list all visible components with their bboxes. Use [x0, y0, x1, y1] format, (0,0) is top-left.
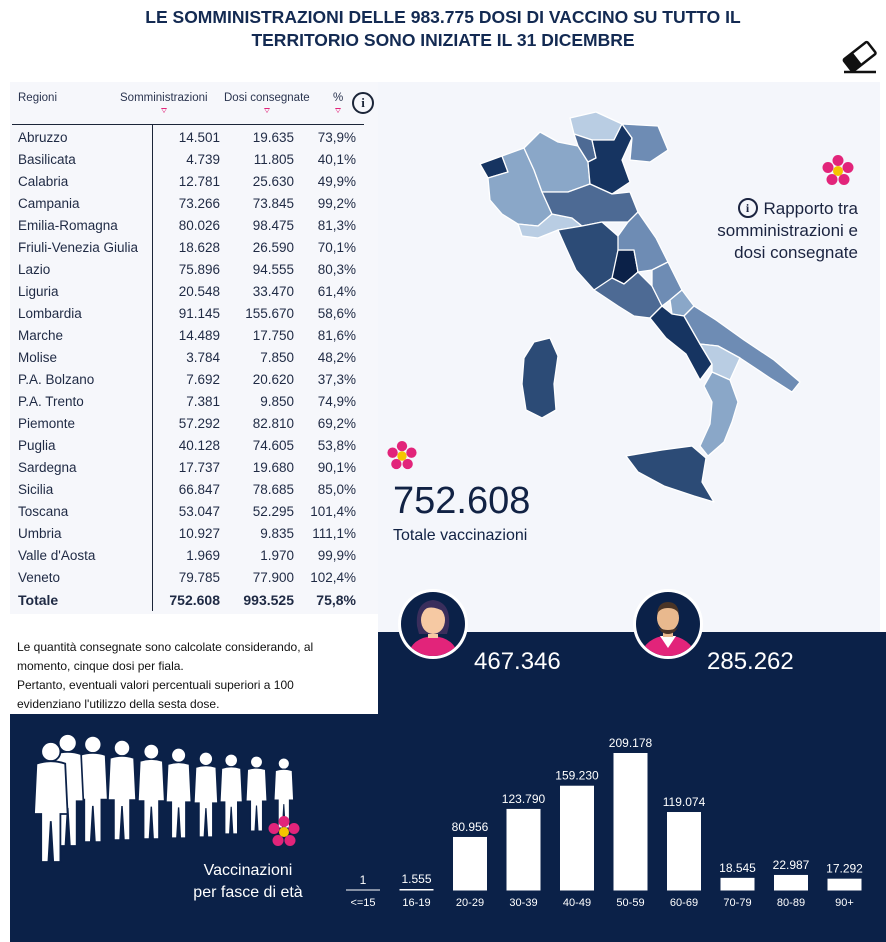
- cell-delivered: 7.850: [260, 350, 294, 365]
- bar-70-79[interactable]: [721, 878, 755, 890]
- map-caption: [690, 198, 858, 264]
- cell-percent: 75,8%: [316, 592, 356, 608]
- bar-value-label: 17.292: [826, 861, 863, 876]
- eraser-icon[interactable]: [842, 40, 878, 74]
- table-row: [12, 501, 362, 523]
- table-row: [12, 457, 362, 479]
- cell-region: Veneto: [18, 570, 61, 585]
- cell-region: Valle d'Aosta: [18, 548, 96, 563]
- footnote-line: Pertanto, eventuali valori percentuali superiori a 100: [17, 678, 294, 692]
- bar-80-89[interactable]: [774, 875, 808, 890]
- table-row: [12, 149, 362, 171]
- cell-percent: 53,8%: [317, 438, 356, 453]
- x-tick-label: 50-59: [616, 897, 645, 909]
- cell-administered: 79.785: [178, 570, 220, 585]
- cell-delivered: 9.850: [260, 394, 294, 409]
- cell-administered: 10.927: [178, 526, 220, 541]
- map-region-calabria[interactable]: [700, 372, 738, 456]
- x-tick-label: 80-89: [776, 897, 806, 909]
- table-row: [12, 325, 362, 347]
- map-caption-line: dosi consegnate: [734, 243, 858, 262]
- cell-percent: 99,9%: [317, 548, 356, 563]
- flower-icon: [386, 440, 418, 472]
- map-caption-line: somministrazioni e: [717, 221, 858, 240]
- cell-administered: 40.128: [178, 438, 220, 453]
- bar-value-label: 123.790: [501, 791, 546, 806]
- woman-avatar-icon: [397, 588, 469, 660]
- total-vaccinations-label: Totale vaccinazioni: [393, 527, 528, 544]
- cell-region: Piemonte: [18, 416, 76, 431]
- page-title: [0, 6, 886, 52]
- cell-percent: 90,1%: [317, 460, 356, 475]
- cell-region: Marche: [18, 328, 64, 343]
- cell-region: Calabria: [18, 174, 69, 189]
- cell-delivered: 1.970: [260, 548, 294, 563]
- header-delivered[interactable]: Dosi consegnate: [224, 92, 310, 104]
- cell-region: P.A. Trento: [18, 394, 84, 409]
- cell-administered: 53.047: [178, 504, 220, 519]
- bar-value-label: 1: [359, 872, 367, 887]
- sort-triangle-icon[interactable]: [161, 108, 167, 113]
- header-administered[interactable]: Somministrazioni: [120, 92, 208, 104]
- cell-delivered: 20.620: [252, 372, 294, 387]
- title-line-2: TERRITORIO SONO INIZIATE IL 31 DICEMBRE: [251, 30, 635, 50]
- cell-administered: 20.548: [178, 284, 220, 299]
- cell-delivered: 74.605: [252, 438, 294, 453]
- age-bar-chart: [334, 730, 874, 920]
- title-line-1: LE SOMMINISTRAZIONI DELLE 983.775 DOSI DI VACCINO SU TUTTO IL: [145, 7, 741, 27]
- cell-percent: 80,3%: [317, 262, 356, 277]
- map-region-sicilia[interactable]: [626, 446, 714, 502]
- cell-delivered: 98.475: [252, 218, 294, 233]
- cell-region: Basilicata: [18, 152, 76, 167]
- table-row: [12, 215, 362, 237]
- cell-administered: 7.692: [186, 372, 220, 387]
- bar-40-49[interactable]: [560, 786, 594, 890]
- cell-administered: 1.969: [186, 548, 220, 563]
- cell-percent: 58,6%: [317, 306, 356, 321]
- x-tick-label: 90+: [835, 897, 854, 909]
- man-avatar-icon: [632, 588, 704, 660]
- table-total-row: [12, 589, 362, 611]
- cell-delivered: 155.670: [245, 306, 294, 321]
- table-row: [12, 259, 362, 281]
- cell-percent: 70,1%: [317, 240, 356, 255]
- cell-delivered: 26.590: [252, 240, 294, 255]
- bar-20-29[interactable]: [453, 837, 487, 890]
- bar-value-label: 119.074: [662, 795, 706, 810]
- table-row: [12, 303, 362, 325]
- cell-region: Liguria: [18, 284, 59, 299]
- map-region-sardegna[interactable]: [522, 338, 558, 418]
- cell-administered: 73.266: [178, 196, 220, 211]
- cell-percent: 61,4%: [317, 284, 356, 299]
- cell-administered: 75.896: [178, 262, 220, 277]
- footnote-line: momento, cinque dosi per fiala.: [17, 659, 184, 673]
- bar-50-59[interactable]: [614, 753, 648, 890]
- info-icon[interactable]: i: [738, 198, 758, 218]
- cell-administered: 14.501: [178, 130, 220, 145]
- header-regions[interactable]: Regioni: [18, 92, 57, 104]
- x-tick-label: 70-79: [723, 897, 752, 909]
- cell-administered: 57.292: [178, 416, 220, 431]
- divider: [12, 124, 364, 125]
- table-body: [12, 127, 362, 611]
- bar-value-label: 209.178: [608, 736, 653, 750]
- cell-administered: 3.784: [186, 350, 220, 365]
- table-row: [12, 193, 362, 215]
- cell-region: Umbria: [18, 526, 62, 541]
- cell-percent: 74,9%: [317, 394, 356, 409]
- cell-delivered: 9.835: [260, 526, 294, 541]
- bar-60-69[interactable]: [667, 812, 701, 890]
- cell-region: Campania: [18, 196, 80, 211]
- cell-delivered: 82.810: [252, 416, 294, 431]
- cell-percent: 49,9%: [317, 174, 356, 189]
- cell-administered: 7.381: [186, 394, 220, 409]
- male-vaccinations-value: 285.262: [707, 648, 794, 675]
- cell-delivered: 993.525: [243, 592, 294, 608]
- cell-delivered: 17.750: [252, 328, 294, 343]
- flower-icon: [267, 815, 301, 849]
- cell-region: Sardegna: [18, 460, 77, 475]
- x-tick-label: <=15: [350, 897, 376, 909]
- x-tick-label: 20-29: [455, 897, 485, 909]
- x-tick-label: 40-49: [562, 897, 592, 909]
- cell-percent: 48,2%: [317, 350, 356, 365]
- table-row: [12, 435, 362, 457]
- cell-administered: 91.145: [178, 306, 220, 321]
- sort-triangle-icon[interactable]: [335, 108, 341, 113]
- table-row: [12, 369, 362, 391]
- table-row: [12, 391, 362, 413]
- header-percent[interactable]: %: [333, 92, 344, 104]
- bar-value-label: 18.545: [719, 860, 756, 875]
- cell-region: Toscana: [18, 504, 69, 519]
- cell-delivered: 19.680: [252, 460, 294, 475]
- cell-administered: 752.608: [169, 592, 220, 608]
- cell-administered: 17.737: [178, 460, 220, 475]
- cell-region: Emilia-Romagna: [18, 218, 118, 233]
- cell-delivered: 25.630: [252, 174, 294, 189]
- cell-administered: 12.781: [178, 174, 220, 189]
- age-chart-title-line: Vaccinazioni: [203, 862, 293, 879]
- cell-administered: 66.847: [178, 482, 220, 497]
- footnote-line: evidenziano l'utilizzo della sesta dose.: [17, 697, 220, 711]
- cell-region: Sicilia: [18, 482, 54, 497]
- info-icon[interactable]: i: [352, 92, 374, 114]
- bar-value-label: 22.987: [772, 857, 810, 872]
- table-row: [12, 347, 362, 369]
- bar-value-label: 1.555: [401, 871, 432, 886]
- cell-region: Totale: [18, 592, 59, 608]
- cell-region: P.A. Bolzano: [18, 372, 95, 387]
- cell-region: Friuli-Venezia Giulia: [18, 240, 139, 255]
- map-caption-line: Rapporto tra: [763, 199, 858, 218]
- cell-percent: 69,2%: [317, 416, 356, 431]
- x-tick-label: 30-39: [509, 897, 538, 909]
- table-row: [12, 523, 362, 545]
- x-tick-label: 16-19: [402, 897, 431, 909]
- table-row: [12, 237, 362, 259]
- cell-delivered: 19.635: [252, 130, 294, 145]
- age-chart-title: [168, 860, 328, 904]
- total-vaccinations-value: 752.608: [393, 480, 531, 522]
- sort-triangle-icon[interactable]: [264, 108, 270, 113]
- cell-percent: 99,2%: [317, 196, 356, 211]
- cell-region: Lombardia: [18, 306, 82, 321]
- footnote: [17, 638, 367, 714]
- bar-90+[interactable]: [828, 879, 862, 890]
- cell-region: Puglia: [18, 438, 56, 453]
- table-row: [12, 545, 362, 567]
- female-vaccinations-value: 467.346: [474, 648, 561, 675]
- cell-region: Lazio: [18, 262, 51, 277]
- cell-delivered: 11.805: [253, 152, 294, 167]
- cell-administered: 4.739: [186, 152, 220, 167]
- table-row: [12, 479, 362, 501]
- cell-region: Molise: [18, 350, 58, 365]
- cell-delivered: 94.555: [252, 262, 294, 277]
- cell-percent: 81,3%: [317, 218, 356, 233]
- italy-map: [462, 110, 802, 506]
- cell-delivered: 78.685: [252, 482, 294, 497]
- cell-region: Abruzzo: [18, 130, 68, 145]
- cell-delivered: 33.470: [252, 284, 294, 299]
- table-row: [12, 567, 362, 589]
- cell-percent: 40,1%: [317, 152, 356, 167]
- cell-administered: 80.026: [178, 218, 220, 233]
- bar-value-label: 159.230: [555, 768, 599, 783]
- cell-percent: 102,4%: [310, 570, 356, 585]
- cell-administered: 14.489: [178, 328, 220, 343]
- table-row: [12, 413, 362, 435]
- flower-icon: [821, 154, 855, 188]
- bar-30-39[interactable]: [507, 809, 541, 890]
- cell-percent: 81,6%: [317, 328, 356, 343]
- table-row: [12, 171, 362, 193]
- cell-percent: 73,9%: [317, 130, 356, 145]
- bar-value-label: 80.956: [451, 819, 489, 834]
- cell-delivered: 52.295: [252, 504, 294, 519]
- age-chart-title-line: per fasce di età: [193, 884, 303, 901]
- table-row: [12, 281, 362, 303]
- cell-delivered: 73.845: [252, 196, 294, 211]
- cell-percent: 111,1%: [312, 526, 356, 541]
- cell-delivered: 77.900: [252, 570, 294, 585]
- footnote-line: Le quantità consegnate sono calcolate considerando, al: [17, 640, 314, 654]
- cell-percent: 85,0%: [317, 482, 356, 497]
- x-tick-label: 60-69: [669, 897, 699, 909]
- cell-administered: 18.628: [178, 240, 220, 255]
- table-row: [12, 127, 362, 149]
- cell-percent: 101,4%: [310, 504, 356, 519]
- cell-percent: 37,3%: [317, 372, 356, 387]
